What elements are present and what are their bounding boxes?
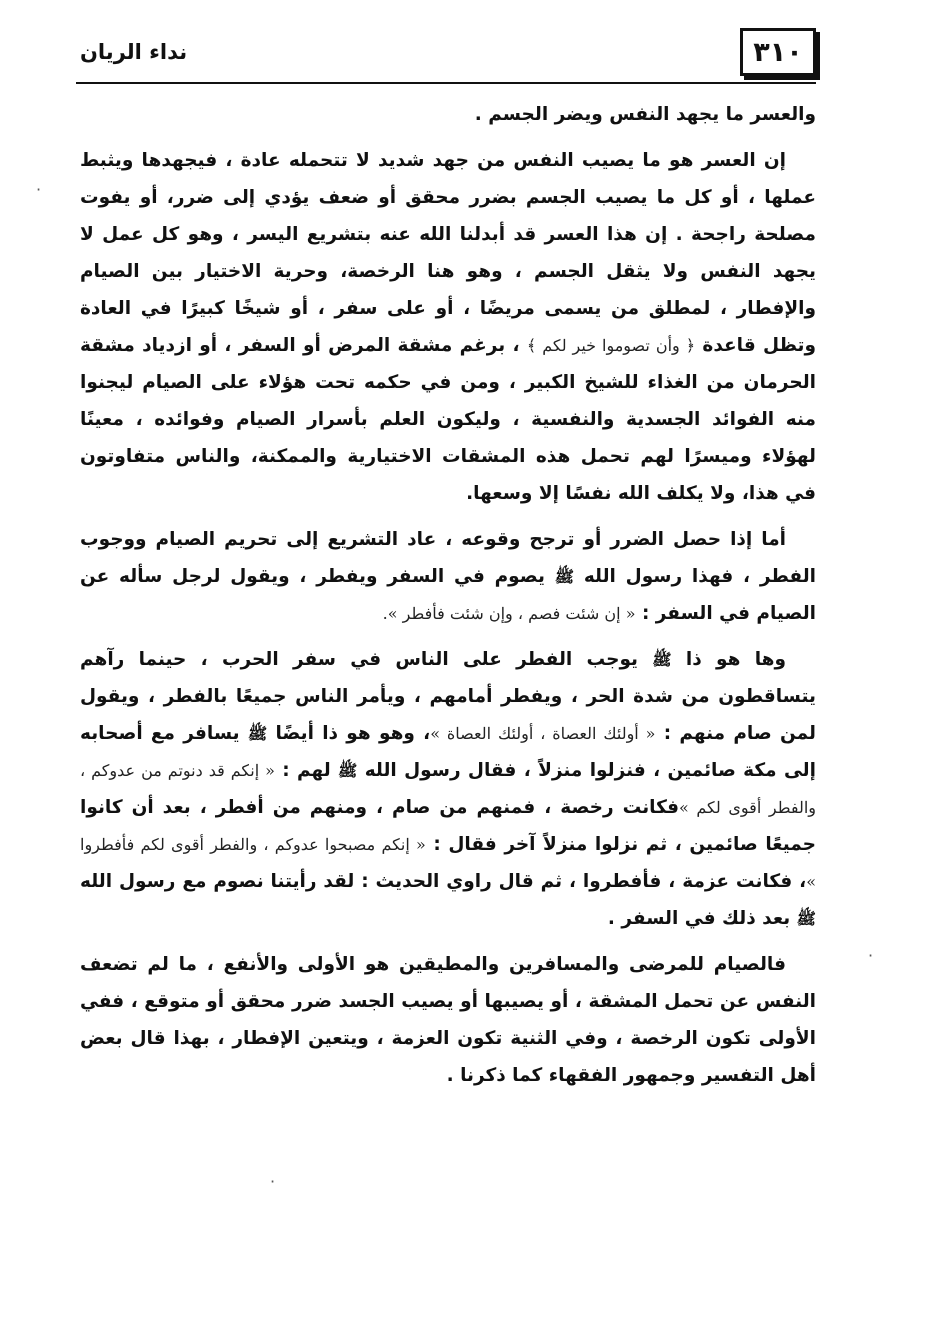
paragraph-5-text: فالصيام للمرضى والمسافرين والمطيقين هو الأولى والأنفع ، ما لم تضعف النفس عن تحمل المشقة ، أو يصيبها أو يصيب الجسد ضرر محقق أو متوقع ، ففي الأولى تكون الرخصة ، وفي الثنية تكون العزمة ، ويتعين الإفطار ، بهذا قال بعض أهل التفسير وجمهور الفقهاء كما ذكرنا .	[80, 954, 816, 1086]
scan-speck: ·	[868, 946, 874, 965]
hadith-quote: « إنكم مصبحوا عدوكم ، والفطر أقوى لكم فأفطروا »	[80, 835, 816, 891]
salutation-glyph: ﷺ	[652, 650, 672, 669]
quran-quote: ﴿ وأن تصوموا خير لكم ﴾	[526, 336, 696, 355]
scan-speck: ·	[36, 180, 42, 199]
paragraph-5	[80, 946, 816, 1094]
page-header	[76, 28, 816, 84]
paragraph-2-text-b: ، برغم مشقة المرض أو السفر ، أو ازدياد مشقة الحرمان من الغذاء للشيخ الكبير ، ومن في حكمه تحت هؤلاء على الصيام ليجنوا منه الفوائد الجسدية والنفسية ، وليكون العلم بأسرار الصيام وفوائده ، معينًا لهؤلاء وميسرًا لهم تحمل هذه المشقات الاختيارية والممكنة، والناس متفاوتون في هذا، ولا يكلف الله نفسًا إلا وسعها.	[80, 335, 816, 504]
paragraph-2-text-a: إن العسر هو ما يصيب النفس من جهد شديد لا تتحمله عادة ، فيجهدها ويثبط عملها ، أو كل ما يصيب الجسم بضرر محقق أو ضعف يؤدي إلى ضرر، أو يفوت مصلحة راجحة . إن هذا العسر قد أبدلنا الله عنه بتشريع اليسر ، وهو كل عمل لا يجهد النفس ولا يثقل الجسم ، وهو هنا الرخصة، وحرية الاختيار بين الصيام والإفطار ، لمطلق من يسمى مريضًا ، أو على سفر ، أو شيخًا كبيرًا في العادة وتظل قاعدة	[80, 150, 816, 356]
paragraph-4-text-a: وها هو ذا	[685, 649, 786, 670]
salutation-glyph: ﷺ	[796, 909, 816, 928]
scan-speck: ·	[270, 1172, 276, 1191]
salutation-glyph: ﷺ	[554, 567, 575, 586]
paragraph-4-text-c: ، وهو هو ذا أيضًا	[275, 723, 431, 744]
running-title: نداء الريان	[80, 40, 188, 64]
salutation-glyph: ﷺ	[338, 761, 358, 780]
hadith-quote: « إن شئت فصم ، وإن شئت فأفطر ».	[382, 604, 636, 623]
hadith-quote: « إنكم قد دنوتم من عدوكم ، والفطر أقوى لكم »	[80, 761, 816, 817]
paragraph-3	[80, 521, 816, 632]
paragraph-4-text-e: لهم :	[282, 760, 331, 781]
paragraph-4-text-d: يسافر مع أصحابه إلى مكة صائمين ، فنزلوا منزلاً ، فقال رسول الله	[80, 723, 816, 781]
paragraph-4	[80, 641, 816, 937]
paragraph-4-text-h: بعد ذلك في السفر .	[607, 908, 791, 929]
hadith-quote: « أولئك العصاة ، أولئك العصاة »	[430, 724, 656, 743]
header-rule	[76, 82, 816, 84]
body-text	[80, 96, 816, 1206]
paragraph-3-text-a: أما إذا حصل الضرر أو ترجح وقوعه ، عاد التشريع إلى تحريم الصيام ووجوب الفطر ، فهذا رسول الله	[80, 529, 816, 587]
paragraph-2	[80, 142, 816, 512]
paragraph-4-text-g: ، فكانت عزمة ، فأفطروا ، ثم قال راوي الحديث : لقد رأيتنا نصوم مع رسول الله	[80, 871, 807, 892]
paragraph-3-text-b: يصوم في السفر ويفطر ، ويقول لرجل سأله عن الصيام في السفر :	[80, 566, 816, 624]
salutation-glyph: ﷺ	[247, 724, 268, 743]
paragraph-1-text: والعسر ما يجهد النفس ويضر الجسم .	[474, 104, 816, 125]
paragraph-4-text-b: يوجب الفطر على الناس في سفر الحرب ، حينما رآهم يتساقطون من شدة الحر ، ويفطر أمامهم ، ويأمر الناس جميعًا بالفطر ، ويقول لمن صام منهم :	[80, 649, 816, 744]
paragraph-1	[80, 96, 816, 133]
page-number: ٣١٠	[740, 28, 816, 76]
paragraph-4-text-f: فكانت رخصة ، فمنهم من صام ، ومنهم من أفطر ، بعد أن كانوا جميعًا صائمين ، ثم نزلوا منزلاً آخر فقال :	[80, 797, 816, 855]
